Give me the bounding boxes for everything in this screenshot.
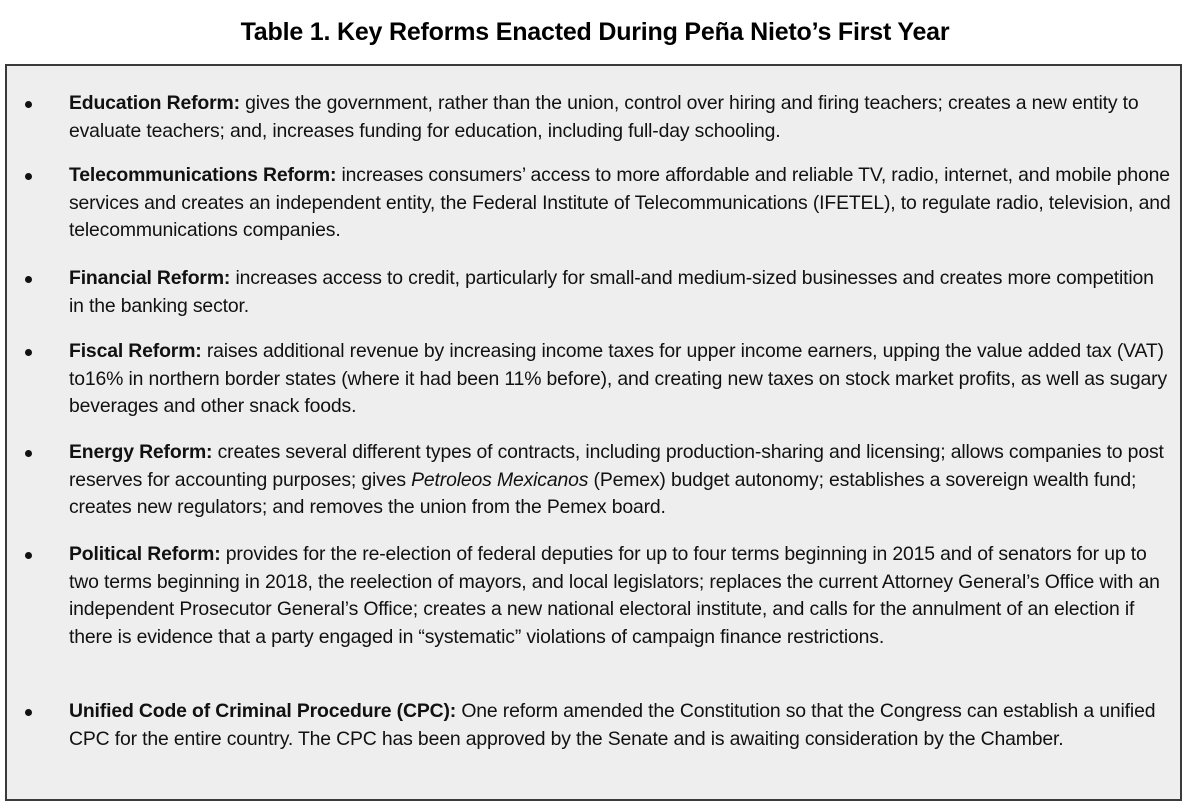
- reform-label: Energy Reform:: [69, 441, 213, 463]
- reform-description: increases consumers’ access to more affordable and reliable TV, radio, internet, and mobile phone services and creates an independent entity, the Federal Institute of Telecommunications (IFETEL), to regulate radio, television, and telecommunications companies.: [69, 164, 1171, 241]
- reform-description: provides for the re-election of federal deputies for up to four terms beginning in 2015 and of senators for up to two terms beginning in 2018, the reelection of mayors, and local legislators; replaces the current Attorney General’s Office with an independent Prosecutor General’s Office; creates a new national electoral institute, and calls for the annulment of an election if there is evidence that a party engaged in “systematic” violations of campaign finance restrictions.: [69, 543, 1160, 648]
- reform-label: Political Reform:: [69, 543, 221, 565]
- reform-text: [69, 338, 1173, 421]
- reform-label: Telecommunications Reform:: [69, 164, 337, 186]
- reform-label: Fiscal Reform:: [69, 340, 202, 362]
- reform-description: increases access to credit, particularly for small-and medium-sized businesses and creates more competition in the banking sector.: [69, 267, 1154, 317]
- reforms-box: [5, 64, 1182, 801]
- reform-description: raises additional revenue by increasing income taxes for upper income earners, upping the value added tax (VAT) to16% in northern border states (where it had been 11% before), and creating new taxes on stock market profits, as well as sugary beverages and other snack foods.: [69, 340, 1167, 417]
- reform-description: gives the government, rather than the union, control over hiring and firing teachers; creates a new entity to evaluate teachers; and, increases funding for education, including full-day schooling.: [69, 92, 1139, 142]
- reform-text: [69, 541, 1173, 651]
- reform-description-part-1: creates several different types of contracts, including production-sharing and licensing; allows companies to post reserves for accounting purposes; gives: [69, 441, 1164, 491]
- reform-description-part-2: (Pemex) budget autonomy; establishes a sovereign wealth fund; creates new regulators; and removes the union from the Pemex board.: [69, 468, 1137, 518]
- table-title: Table 1. Key Reforms Enacted During Peña Nieto’s First Year: [240, 18, 950, 46]
- reform-text: [69, 90, 1173, 145]
- reform-text: [69, 265, 1173, 320]
- reform-description: One reform amended the Constitution so that the Congress can establish a unified CPC for the entire country. The CPC has been approved by the Senate and is awaiting consideration by the Chamber.: [69, 700, 1156, 750]
- reform-text: [69, 698, 1173, 753]
- reform-text: [69, 162, 1173, 245]
- reform-text: [69, 439, 1173, 522]
- reform-description-italic: Petroleos Mexicanos: [411, 468, 589, 491]
- reform-label: Financial Reform:: [69, 267, 231, 289]
- reform-label: Unified Code of Criminal Procedure (CPC):: [69, 700, 457, 722]
- reform-label: Education Reform:: [69, 92, 240, 114]
